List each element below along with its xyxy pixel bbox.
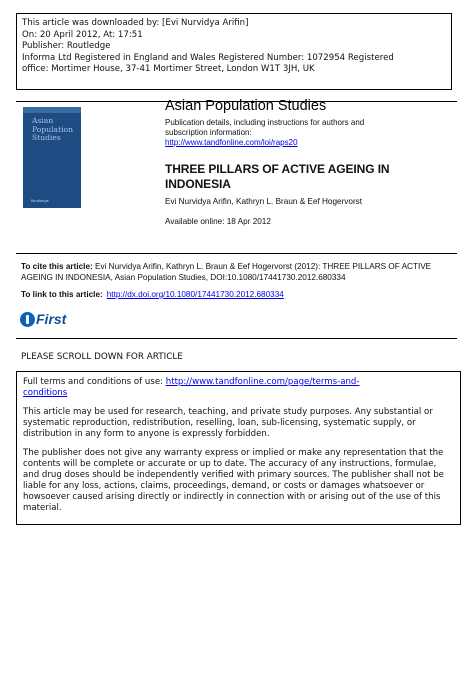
cite-text: Evi Nurvidya Arifin, Kathryn L. Braun & Eef Hogervorst (2012): THREE PILLARS OF ACTIVE AGEING IN INDONESIA, Asian Population Studies, DOI:10.1080/17441730.2012.680334 (21, 262, 432, 282)
office-address: office: Mortimer House, 37-41 Mortimer Street, London W1T 3JH, UK (22, 64, 315, 74)
link-label: To link to this article: (21, 290, 103, 299)
publication-details: Publication details, including instructions for authors and subscription information: http://www.tandfonline.com/loi/raps20 (165, 118, 365, 147)
publisher: Publisher: Routledge (22, 41, 111, 51)
article-title: THREE PILLARS OF ACTIVE AGEING IN INDONESIA (165, 162, 390, 191)
downloaded-by: This article was downloaded by: [Evi Nurvidya Arifin] (22, 18, 249, 28)
scroll-divider (16, 338, 457, 339)
registration-line: Informa Ltd Registered in England and Wales Registered Number: 1072954 Registered (22, 52, 394, 63)
ifirst-logo-text: First (36, 311, 67, 327)
cover-publisher-mark: Routledge (31, 199, 49, 203)
download-info-box (16, 13, 452, 90)
cover-title: Asian Population Studies (32, 116, 74, 143)
journal-cover-image (23, 107, 81, 208)
cite-label: To cite this article: (21, 262, 93, 271)
doi-link[interactable]: http://dx.doi.org/10.1080/17441730.2012.680334 (106, 290, 284, 299)
citation (21, 262, 451, 283)
terms-box (16, 371, 461, 525)
available-online: Available online: 18 Apr 2012 (165, 217, 271, 226)
citation-divider (16, 253, 457, 254)
article-authors: Evi Nurvidya Arifin, Kathryn L. Braun & Eef Hogervorst (165, 197, 363, 206)
terms-link[interactable]: http://www.tandfonline.com/page/terms-and- conditions (23, 377, 360, 398)
terms-intro: Full terms and conditions of use: http://www.tandfonline.com/page/terms-and- conditions (23, 377, 360, 398)
article-link-row (21, 290, 284, 299)
terms-para-warranty: The publisher does not give any warranty express or implied or make any representation that the contents will be complete or accurate or up to date. The accuracy of any instructions, formulae, and drug doses should be independently verified with primary sources. The publisher shall not be liable for any loss, actions, claims, proceedings, demand, or costs or damages whatsoever or howsoever caused arising directly or indirectly in connection with or arising out of the use of this material. (23, 448, 444, 513)
ifirst-logo (20, 311, 66, 327)
scroll-notice: PLEASE SCROLL DOWN FOR ARTICLE (21, 352, 183, 362)
download-date: On: 20 April 2012, At: 17:51 (22, 29, 143, 40)
journal-name: Asian Population Studies (165, 98, 327, 114)
ifirst-i-icon (20, 312, 35, 327)
cover-band (23, 107, 81, 113)
terms-para-usage: This article may be used for research, teaching, and private study purposes. Any substantial or systematic reproduction, redistribution, reselling, loan, sub-licensing, systematic supply, or distribution in any form to anyone is expressly forbidden. (23, 407, 433, 439)
journal-url-link[interactable]: http://www.tandfonline.com/loi/raps20 (165, 138, 298, 147)
